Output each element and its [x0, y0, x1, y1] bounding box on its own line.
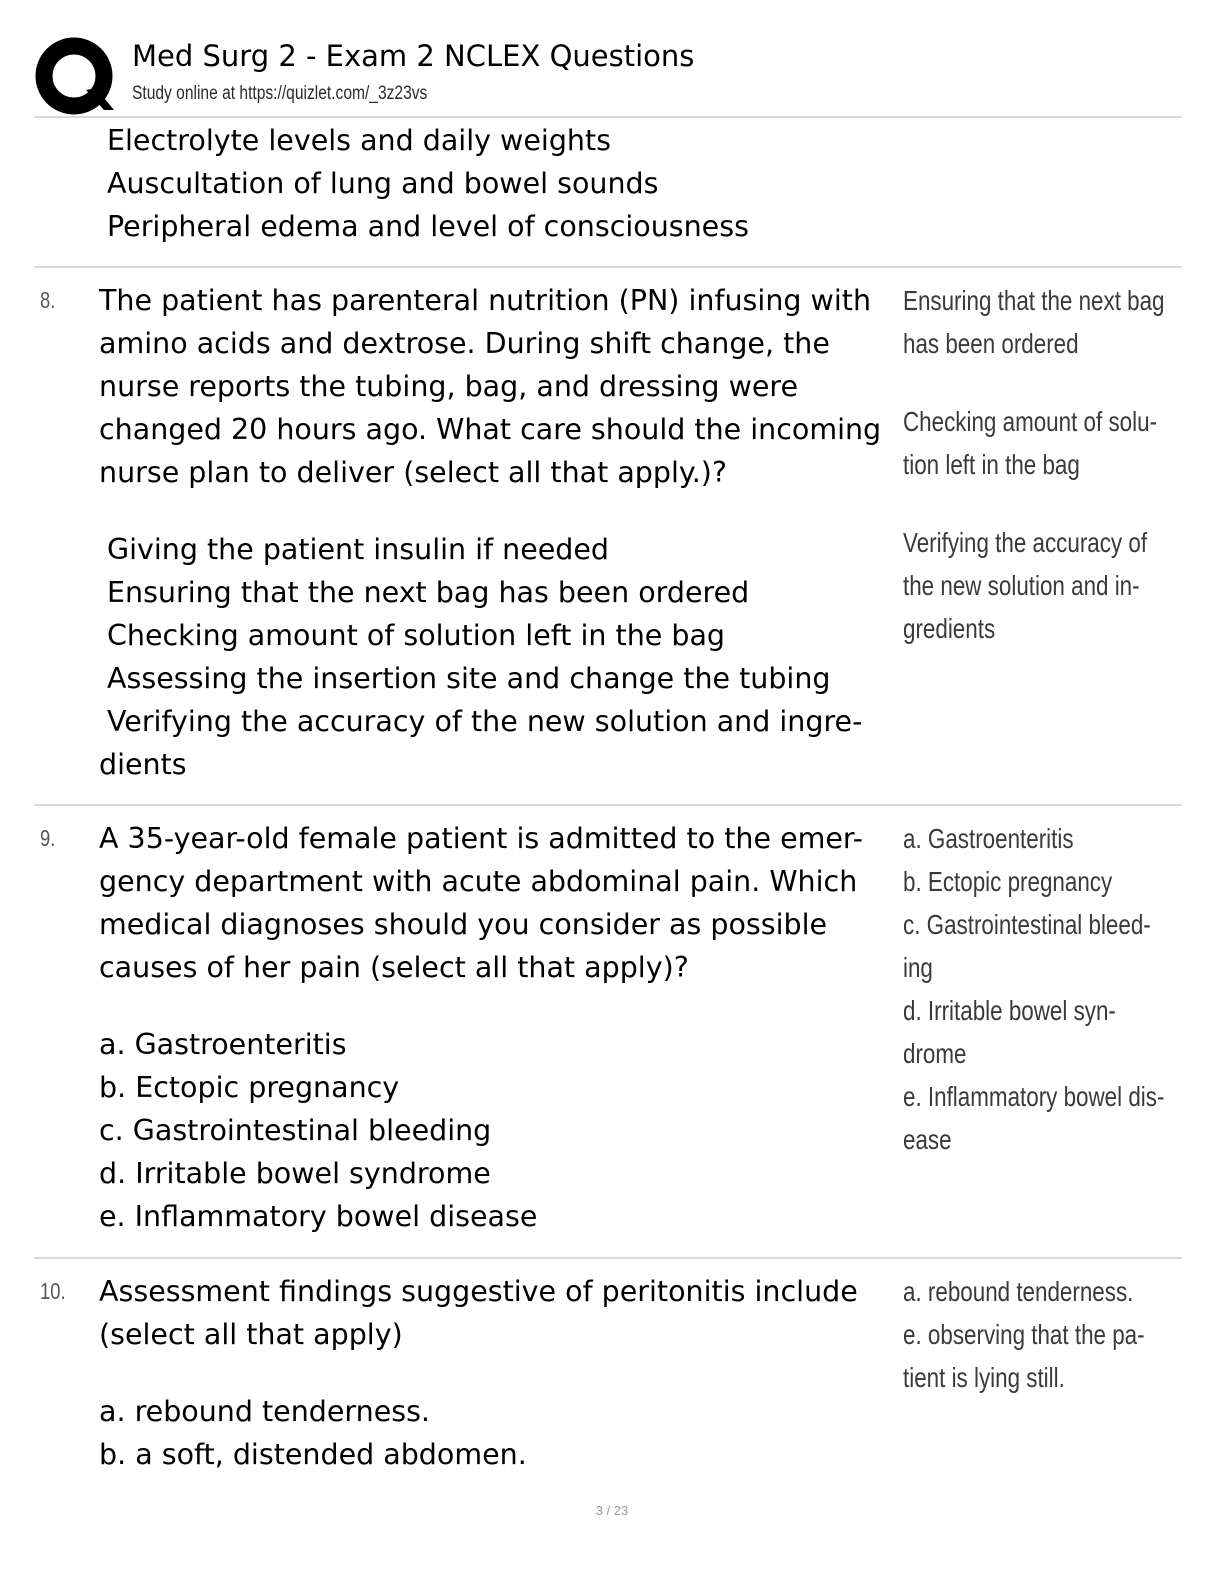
question-options [99, 1390, 899, 1476]
question-number: 9. [40, 825, 56, 851]
document-title: Med Surg 2 - Exam 2 NCLEX Questions [132, 39, 695, 73]
option-item: Peripheral edema and level of consciousness [107, 210, 749, 243]
answer-spacer [903, 486, 1167, 521]
option-item: Assessing the insertion site and change the tubing [107, 662, 831, 695]
answer-line: b. Ectopic pregnancy [903, 866, 1113, 897]
option-item: d. Irritable bowel syndrome [99, 1157, 491, 1190]
answer-line: the new solution and in- [903, 570, 1140, 601]
option-item: Verifying the accuracy of the new solution and ingre-dients [99, 705, 863, 781]
answer-line: ing [903, 952, 933, 983]
question-options [99, 528, 899, 786]
answer-line: Verifying the accuracy of [903, 527, 1148, 558]
answer-text [903, 279, 1167, 650]
answer-line: Ensuring that the next bag [903, 285, 1165, 316]
answer-line: e. observing that the pa- [903, 1319, 1145, 1350]
option-item: a. Gastroenteritis [99, 1028, 347, 1061]
answer-line: gredients [903, 613, 996, 644]
option-item: Ensuring that the next bag has been ordered [107, 576, 750, 609]
question-divider [34, 266, 1182, 268]
continued-options [99, 119, 899, 248]
answer-line: a. Gastroenteritis [903, 823, 1074, 854]
answer-line: tion left in the bag [903, 449, 1080, 480]
answer-line: e. Inflammatory bowel dis- [903, 1081, 1165, 1112]
question-options [99, 1023, 899, 1238]
option-item: b. a soft, distended abdomen. [99, 1438, 527, 1471]
answer-line: c. Gastrointestinal bleed- [903, 909, 1151, 940]
option-item: a. rebound tenderness. [99, 1395, 430, 1428]
option-item: Giving the patient insulin if needed [107, 533, 610, 566]
page-header [34, 30, 1184, 116]
answer-spacer [903, 365, 1167, 400]
answer-line: tient is lying still. [903, 1362, 1065, 1393]
page-number: 3 / 23 [595, 1503, 629, 1518]
answer-line: has been ordered [903, 328, 1079, 359]
question-divider [34, 1257, 1182, 1259]
question-text: A 35-year-old female patient is admitted to the emer-gency department with acute abdominal pain. Which medical diagnoses should you consider as possible causes of her pain (select all that apply)? [99, 822, 864, 984]
answer-text [903, 1270, 1167, 1399]
option-item: b. Ectopic pregnancy [99, 1071, 400, 1104]
question-text: The patient has parenteral nutrition (PN) infusing with amino acids and dextrose. During shift change, the nurse reports the tubing, bag, and dressing were changed 20 hours ago. What care should the incoming nurse plan to deliver (select all that apply.)? [99, 284, 882, 489]
option-item: Auscultation of lung and bowel sounds [107, 167, 659, 200]
question-number: 10. [40, 1278, 66, 1304]
answer-line: Checking amount of solu- [903, 406, 1158, 437]
answer-line: d. Irritable bowel syn- [903, 995, 1116, 1026]
question-divider [34, 804, 1182, 806]
question-number: 8. [40, 287, 56, 313]
quizlet-q-logo-icon [34, 36, 116, 118]
answer-line: a. rebound tenderness. [903, 1276, 1134, 1307]
option-item: e. Inflammatory bowel disease [99, 1200, 538, 1233]
option-item: c. Gastrointestinal bleeding [99, 1114, 492, 1147]
header-divider [34, 116, 1182, 118]
answer-line: drome [903, 1038, 967, 1069]
answer-text [903, 817, 1167, 1161]
answer-line: ease [903, 1124, 952, 1155]
option-item: Checking amount of solution left in the bag [107, 619, 726, 652]
option-item: Electrolyte levels and daily weights [107, 124, 611, 157]
study-online-link[interactable]: Study online at https://quizlet.com/_3z23vs [132, 83, 428, 104]
question-text: Assessment findings suggestive of peritonitis include (select all that apply) [99, 1275, 858, 1351]
